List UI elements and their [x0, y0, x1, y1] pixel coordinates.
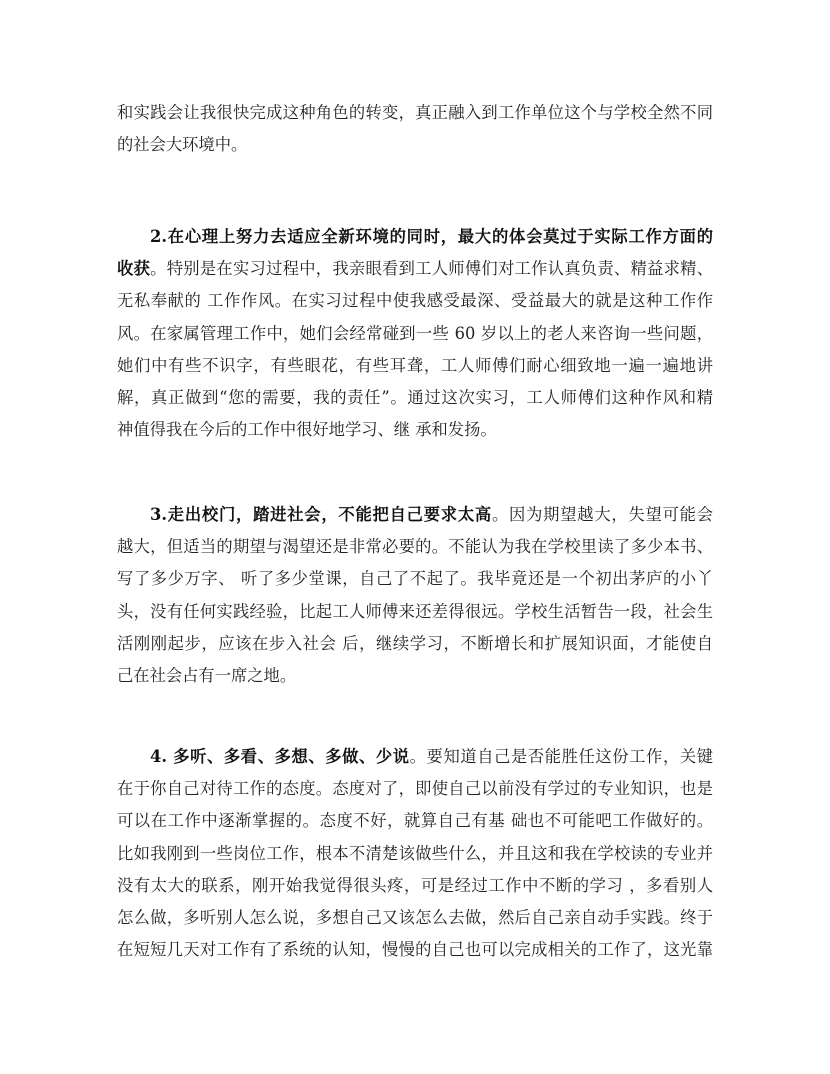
text-line — [117, 318, 713, 350]
body-text: 在于你自己对待工作的态度。态度对了，即使自己以前没有学过的专业知识，也是 — [117, 779, 713, 799]
text-line — [117, 350, 713, 382]
text-line — [117, 499, 713, 531]
body-text: 的社会大环境中。 — [117, 135, 248, 155]
text-line — [117, 221, 713, 253]
bold-heading-text: 3.走出校门，踏进社会，不能把自己要求太高 — [150, 505, 492, 524]
bold-heading-text: 2.在心理上努力去适应全新环境的同时，最大的体会莫过于实际工作方面的 — [150, 227, 713, 246]
body-text: 没有太大的联系，刚开始我觉得很头疼，可是经过工作中不断的学习 ，多看别人 — [117, 875, 713, 895]
body-text: 活刚刚起步，应该在步入社会 后，继续学习，不断增长和扩展知识面，才能使自 — [117, 633, 713, 653]
body-text: 。要知道自己是否能胜任这份工作，关键 — [409, 747, 713, 766]
body-text: 。因为期望越大，失望可能会 — [491, 505, 713, 524]
text-line — [117, 285, 713, 317]
paragraph-1 — [117, 97, 713, 161]
body-text: 比如我刚到一些岗位工作，根本不清楚该做些什么，并且这和我在学校读的专业并 — [117, 843, 713, 863]
text-line — [117, 805, 713, 837]
text-line — [117, 838, 713, 870]
body-text: 风。在家属管理工作中，她们会经常碰到一些 60 岁以上的老人来咨询一些问题， — [117, 323, 713, 343]
text-line — [117, 628, 713, 660]
body-text: 和实践会让我很快完成这种角色的转变，真正融入到工作单位这个与学校全然不同 — [117, 103, 713, 122]
text-line — [117, 934, 713, 966]
text-line — [117, 596, 713, 628]
body-text: 写了多少万字、 听了多少堂课，自己了不起了。我毕竟还是一个初出茅庐的小丫 — [117, 569, 713, 589]
text-line — [117, 660, 713, 692]
bold-heading-text: 收获 — [117, 259, 151, 279]
text-line — [117, 97, 713, 129]
text-line — [117, 253, 713, 285]
text-line — [117, 129, 713, 161]
body-text: 神值得我在今后的工作中很好地学习、继 承和发扬。 — [117, 420, 497, 440]
text-line — [117, 382, 713, 414]
bold-heading-text: 4. 多听、多看、多想、多做、少说 — [150, 747, 410, 766]
body-text: 己在社会占有一席之地。 — [117, 665, 297, 685]
text-line — [117, 902, 713, 934]
text-line — [117, 531, 713, 563]
text-line — [117, 414, 713, 446]
body-text: 可以在工作中逐渐掌握的。态度不好，就算自己有基 础也不可能吧工作做好的。 — [117, 811, 713, 831]
body-text: 头，没有任何实践经验，比起工人师傅来还差得很远。学校生活暂告一段，社会生 — [117, 601, 713, 621]
text-line — [117, 773, 713, 805]
body-text: 怎么做，多听别人怎么说，多想自己又该怎么去做，然后自己亲自动手实践。终于 — [117, 907, 713, 927]
text-line — [117, 741, 713, 773]
text-line — [117, 870, 713, 902]
paragraph-4 — [117, 741, 713, 966]
body-text: 。特别是在实习过程中，我亲眼看到工人师傅们对工作认真负责、精益求精、 — [150, 259, 713, 279]
text-line — [117, 563, 713, 595]
paragraph-3 — [117, 499, 713, 692]
body-text: 越大，但适当的期望与渴望还是非常必要的。不能认为我在学校里读了多少本书、 — [117, 537, 713, 557]
body-text: 她们中有些不识字，有些眼花，有些耳聋，工人师傅们耐心细致地一遍一遍地讲 — [117, 355, 713, 375]
body-text: 在短短几天对工作有了系统的认知，慢慢的自己也可以完成相关的工作了，这光靠 — [117, 940, 713, 960]
body-text: 无私奉献的 工作作风。在实习过程中使我感受最深、受益最大的就是这种工作作 — [117, 291, 713, 311]
body-text: 解，真正做到“您的需要，我的责任”。通过这次实习，工人师傅们这种作风和精 — [117, 387, 713, 407]
paragraph-2 — [117, 221, 713, 446]
